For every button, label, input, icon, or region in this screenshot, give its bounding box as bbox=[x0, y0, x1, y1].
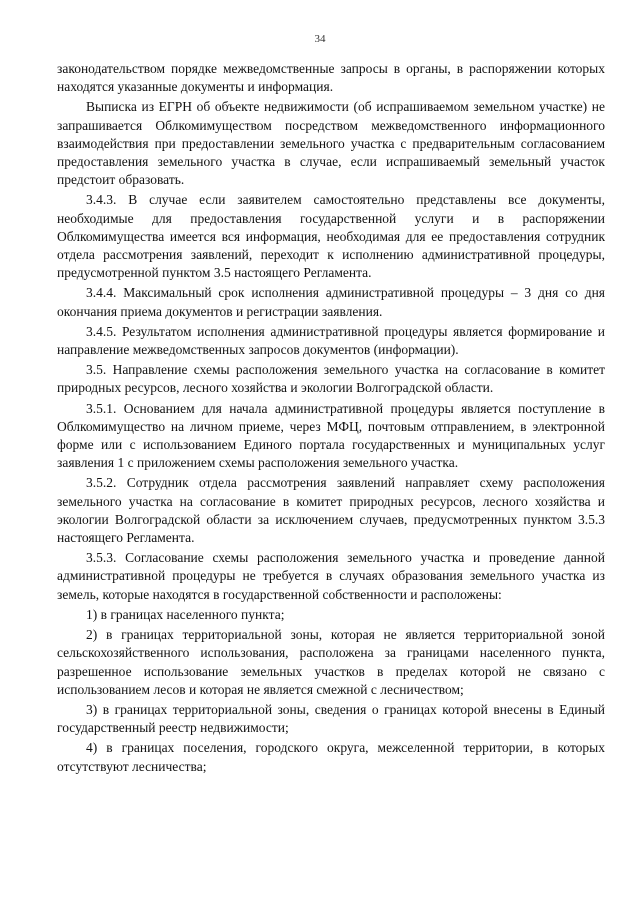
list-item-3: 3) в границах территориальной зоны, сведения о границах которой внесены в Единый государственный реестр недвижимости; bbox=[57, 701, 605, 736]
list-item-1: 1) в границах населенного пункта; bbox=[86, 606, 285, 622]
paragraph-3-5-2: 3.5.2. Сотрудник отдела рассмотрения заявлений направляет схему расположения земельного участка на согласование в комитет природных ресурсов, лесного хозяйства и экологии Волгоградской области за исключением случаев, предусмотренных пунктом 3.5.3 настоящего Регламента. bbox=[57, 475, 605, 546]
paragraph-3-5-1: 3.5.1. Основанием для начала административной процедуры является поступление в Облкомимущество на личном приеме, через МФЦ, почтовым отправлением, в электронной форме или с использованием Единого портала государственных и муниципальных услуг заявления 1 с приложением схемы расположения земельного участка. bbox=[57, 400, 605, 471]
list-item-4: 4) в границах поселения, городского округа, межселенной территории, в которых отсутствуют лесничества; bbox=[57, 740, 605, 774]
list-item-2: 2) в границах территориальной зоны, которая не является территориальной зоной сельскохозяйственного использования, расположена за границами населенного пункта, разрешенное использование земельных участков в пределах которой не связано с использованием лесов и которая не является смежной с лесничеством; bbox=[57, 627, 605, 697]
paragraph-3-5: 3.5. Направление схемы расположения земельного участка на согласование в комитет природных ресурсов, лесного хозяйства и экологии Волгоградской области. bbox=[57, 362, 605, 396]
paragraph-3-5-3: 3.5.3. Согласование схемы расположения земельного участка и проведение данной административной процедуры не требуется в случаях образования земельного участка из земель, которые находятся в государственной собственности и расположены: bbox=[57, 550, 605, 602]
document-body bbox=[57, 60, 605, 776]
paragraph-continuation: законодательством порядке межведомственные запросы в органы, в распоряжении которых находятся указанные документы и информация. bbox=[57, 61, 605, 95]
paragraph-egrn-extract: Выписка из ЕГРН об объекте недвижимости (об испрашиваемом земельном участке) не запрашивается Облкомимуществом посредством межведомственного информационного взаимодействия при предоставлении земельного участка с предварительным согласованием предоставления земельного участка в случае, если испрашиваемый земельный участок предстоит образовать. bbox=[57, 99, 605, 188]
paragraph-3-4-4: 3.4.4. Максимальный срок исполнения административной процедуры – 3 дня со дня окончания приема документов и регистрации заявления. bbox=[57, 285, 605, 319]
paragraph-3-4-5: 3.4.5. Результатом исполнения административной процедуры является формирование и направление межведомственных запросов документов (информации). bbox=[57, 323, 605, 358]
page-number: 34 bbox=[314, 33, 326, 45]
paragraph-3-4-3: 3.4.3. В случае если заявителем самостоятельно представлены все документы, необходимые для предоставления государственной услуги и в распоряжении Облкомимущества имеется вся информация, необходимая для ее предоставления сотрудник отдела рассмотрения заявлений, переходит к исполнению административной процедуры, предусмотренной пунктом 3.5 настоящего Регламента. bbox=[57, 192, 605, 281]
